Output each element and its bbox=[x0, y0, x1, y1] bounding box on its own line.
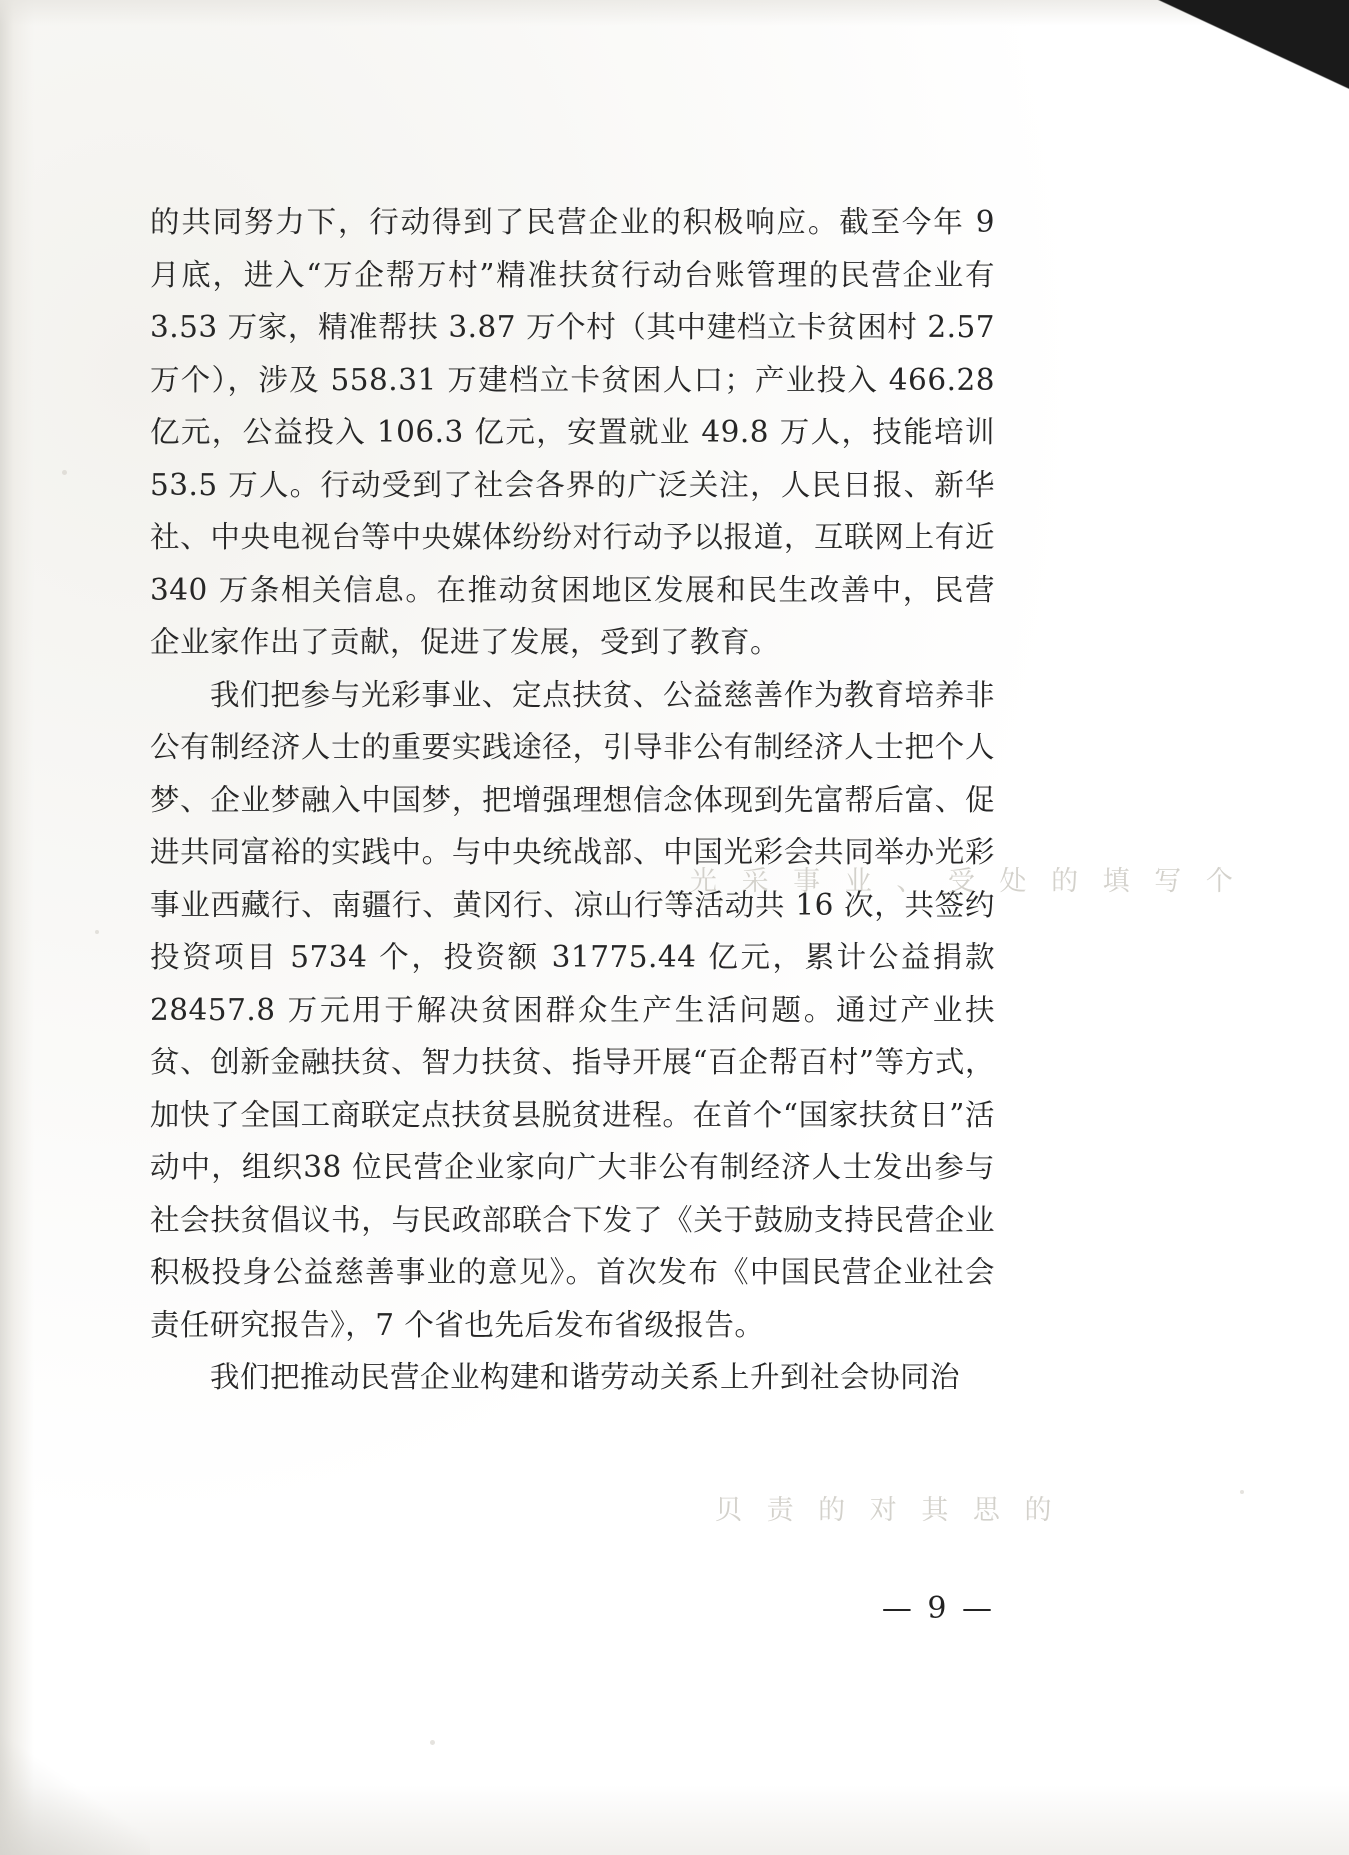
scan-speck bbox=[1240, 1490, 1244, 1494]
scan-edge-shadow-bottom bbox=[0, 1785, 1349, 1855]
paragraph-1: 的共同努力下，行动得到了民营企业的积极响应。截至今年 9 月底，进入“万企帮万村”精准扶贫行动台账管理的民营企业有 3.53 万家，精准帮扶 3.87 万个村（其中建档立卡贫困村 2.57 万个），涉及 558.31 万建档立卡贫困人口；产业投入 466.28 亿元，公益投入 106.3 亿元，安置就业 49.8 万人，技能培训 53.5 万人。行动受到了社会各界的广泛关注，人民日报、新华社、中央电视台等中央媒体纷纷对行动予以报道，互联网上有近 340 万条相关信息。在推动贫困地区发展和民生改善中，民营企业家作出了贡献，促进了发展，受到了教育。 bbox=[150, 205, 995, 659]
paragraph-2: 我们把参与光彩事业、定点扶贫、公益慈善作为教育培养非公有制经济人士的重要实践途径，引导非公有制经济人士把个人梦、企业梦融入中国梦，把增强理想信念体现到先富帮后富、促进共同富裕的实践中。与中央统战部、中国光彩会共同举办光彩事业西藏行、南疆行、黄冈行、凉山行等活动共 16 次，共签约投资项目 5734 个，投资额 31775.44 亿元，累计公益捐款 28457.8 万元用于解决贫困群众生产生活问题。通过产业扶贫、创新金融扶贫、智力扶贫、指导开展“百企帮百村”等方式，加快了全国工商联定点扶贫县脱贫进程。在首个“国家扶贫日”活动中，组织38 位民营企业家向广大非公有制经济人士发出参与社会扶贫倡议书，与民政部联合下发了《关于鼓励支持民营企业积极投身公益慈善事业的意见》。首次发布《中国民营企业社会责任研究报告》，7 个省也先后发布省级报告。 bbox=[150, 677, 995, 1342]
page-body bbox=[150, 196, 1241, 1626]
scan-edge-shadow-left bbox=[0, 0, 34, 1855]
bleed-through-text: 光 采 事 业 、 受 处 的 填 写 个 bbox=[690, 866, 1241, 897]
scan-speck bbox=[62, 470, 67, 475]
page-number: — 9 — bbox=[881, 1591, 995, 1626]
paragraph-3: 我们把推动民营企业构建和谐劳动关系上升到社会协同治 bbox=[210, 1360, 961, 1394]
bleed-through-text: 贝 责 的 对 其 思 的 bbox=[715, 1495, 1060, 1526]
scan-speck bbox=[95, 930, 99, 934]
scan-corner-artifact-bottom-left bbox=[0, 1735, 150, 1855]
scan-speck bbox=[430, 1740, 435, 1745]
scan-corner-artifact bbox=[1049, 0, 1349, 92]
